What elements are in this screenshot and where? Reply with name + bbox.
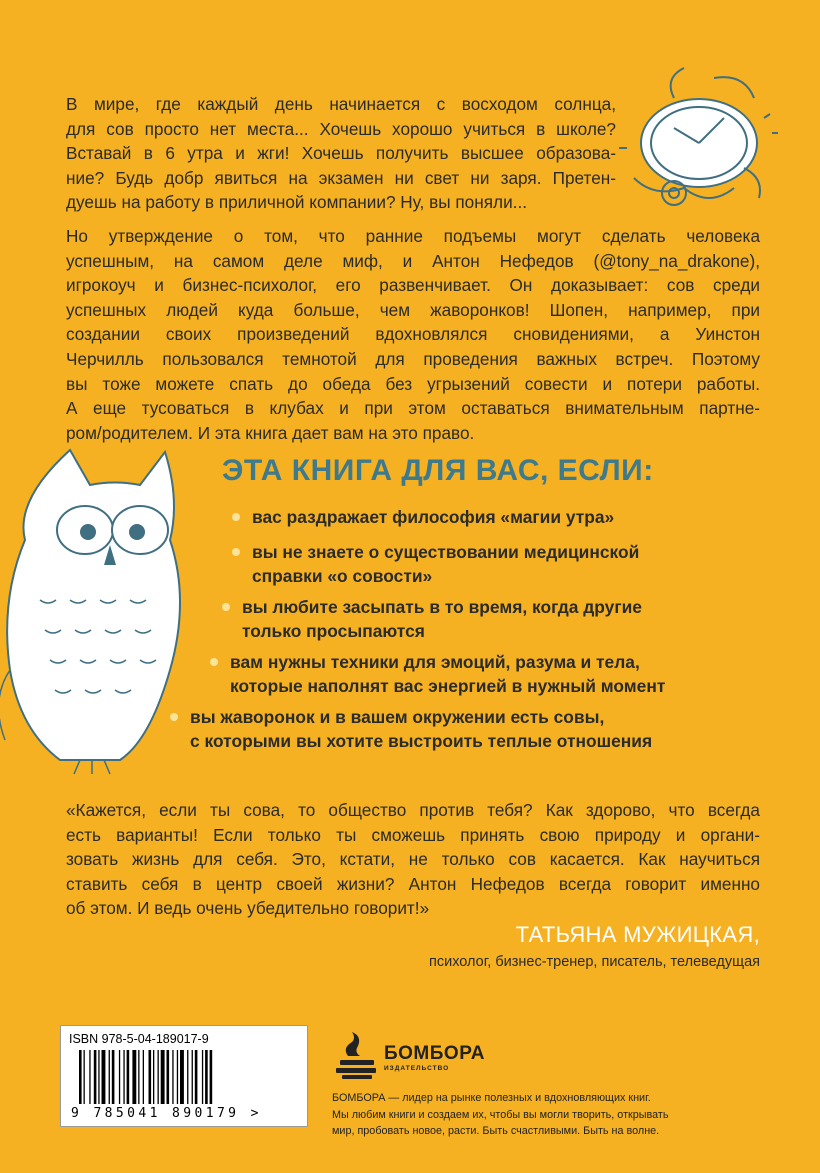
bullet-dot-icon xyxy=(232,548,240,556)
body-line: Черчилль пользовался темнотой для проведения важных встреч. Поэтому xyxy=(66,348,760,369)
body-line: А еще тусоваться в клубах и при этом оставаться внимательным партне- xyxy=(66,398,760,419)
bullet-text: вам нужны техники для эмоций, разума и тела, xyxy=(230,652,640,672)
intro-line: для сов просто нет места... Хочешь хорошо учиться в школе? xyxy=(66,118,616,139)
bullet-item xyxy=(252,505,614,529)
intro-paragraph xyxy=(66,92,616,215)
body-line: создании своих произведений вдохновлялся сновидениями, а Уинстон xyxy=(66,324,760,345)
intro-line: Вставай в 6 утра и жги! Хочешь получить высшее образова- xyxy=(66,143,616,164)
publisher-line: Мы любим книги и создаем их, чтобы вы могли творить, открывать xyxy=(332,1108,669,1121)
review-quote xyxy=(66,798,760,921)
quote-line: зовать жизнь для себя. Это, кстати, не только сов касается. Как научиться xyxy=(66,849,760,870)
barcode-bars xyxy=(79,1050,289,1106)
bullet-dot-icon xyxy=(170,713,178,721)
publisher-logo-subtitle: ИЗДАТЕЛЬСТВО xyxy=(384,1065,450,1072)
bullet-dot-icon xyxy=(210,658,218,666)
publisher-logo-text: БОМБОРА xyxy=(384,1043,485,1064)
melting-clock-illustration xyxy=(614,58,784,223)
barcode xyxy=(60,1025,308,1127)
intro-line: дуешь на работу в приличной компании? Ну, вы поняли... xyxy=(66,192,527,213)
bullet-text: с которыми вы хотите выстроить теплые отношения xyxy=(190,731,653,751)
quote-line: об этом. И ведь очень убедительно говорит!» xyxy=(66,898,430,919)
body-line: игрокоуч и бизнес-психолог, его развенчивает. Он доказывает: сов среди xyxy=(66,275,760,296)
bullet-dot-icon xyxy=(232,513,240,521)
isbn-text: ISBN 978-5-04-189017-9 xyxy=(69,1032,209,1046)
bullet-text: вы любите засыпать в то время, когда другие xyxy=(242,597,642,617)
publisher-line: мир, пробовать новое, расти. Быть счастливыми. Быть на волне. xyxy=(332,1125,660,1137)
bullet-item xyxy=(242,595,642,643)
quote-line: «Кажется, если ты сова, то общество против тебя? Как здорово, что всегда xyxy=(66,800,760,820)
bullet-text: вы жаворонок и в вашем окружении есть совы, xyxy=(190,707,605,727)
quote-author-role: психолог, бизнес-тренер, писатель, телеведущая xyxy=(429,954,760,970)
publisher-description xyxy=(332,1090,712,1140)
body-line: успешных людей куда больше, чем жаворонков! Шопен, например, при xyxy=(66,299,760,320)
bullet-text: справки «о совости» xyxy=(252,566,433,586)
publisher-line: БОМБОРА — лидер на рынке полезных и вдохновляющих книг. xyxy=(332,1092,651,1104)
body-line: ром/родителем. И эта книга дает вам на это право. xyxy=(66,422,475,443)
intro-line: В мире, где каждый день начинается с восходом солнца, xyxy=(66,94,616,114)
bullet-item xyxy=(190,705,652,753)
bullet-dot-icon xyxy=(222,603,230,611)
body-line: вы тоже можете спать до обеда без угрызений совести и потери работы. xyxy=(66,373,760,394)
owl-illustration xyxy=(0,440,200,780)
quote-line: ставить себя в центр своей жизни? Антон Нефедов всегда говорит именно xyxy=(66,873,760,894)
body-line: Но утверждение о том, что ранние подъемы могут сделать человека xyxy=(66,226,760,246)
bombora-logo-icon xyxy=(334,1030,380,1080)
quote-line: есть варианты! Если только ты сможешь принять свою природу и органи- xyxy=(66,824,760,845)
bullet-text: вы не знаете о существовании медицинской xyxy=(252,542,640,562)
barcode-digits: 9 785041 890179 > xyxy=(71,1106,262,1121)
quote-author-name: ТАТЬЯНА МУЖИЦКАЯ, xyxy=(515,922,760,947)
body-line: успешным, на самом деле миф, и Антон Нефедов (@tony_na_drakone), xyxy=(66,250,760,271)
bullet-text: вас раздражает философия «магии утра» xyxy=(252,507,615,527)
bullet-item xyxy=(252,540,639,588)
intro-line: ние? Будь добр явиться на экзамен ни свет ни заря. Претен- xyxy=(66,167,616,188)
bullet-item xyxy=(230,650,665,698)
bullet-text: только просыпаются xyxy=(242,621,425,641)
main-paragraph xyxy=(66,224,760,445)
bullet-text: которые наполнят вас энергией в нужный момент xyxy=(230,676,666,696)
section-heading: ЭТА КНИГА ДЛЯ ВАС, ЕСЛИ: xyxy=(222,454,654,487)
